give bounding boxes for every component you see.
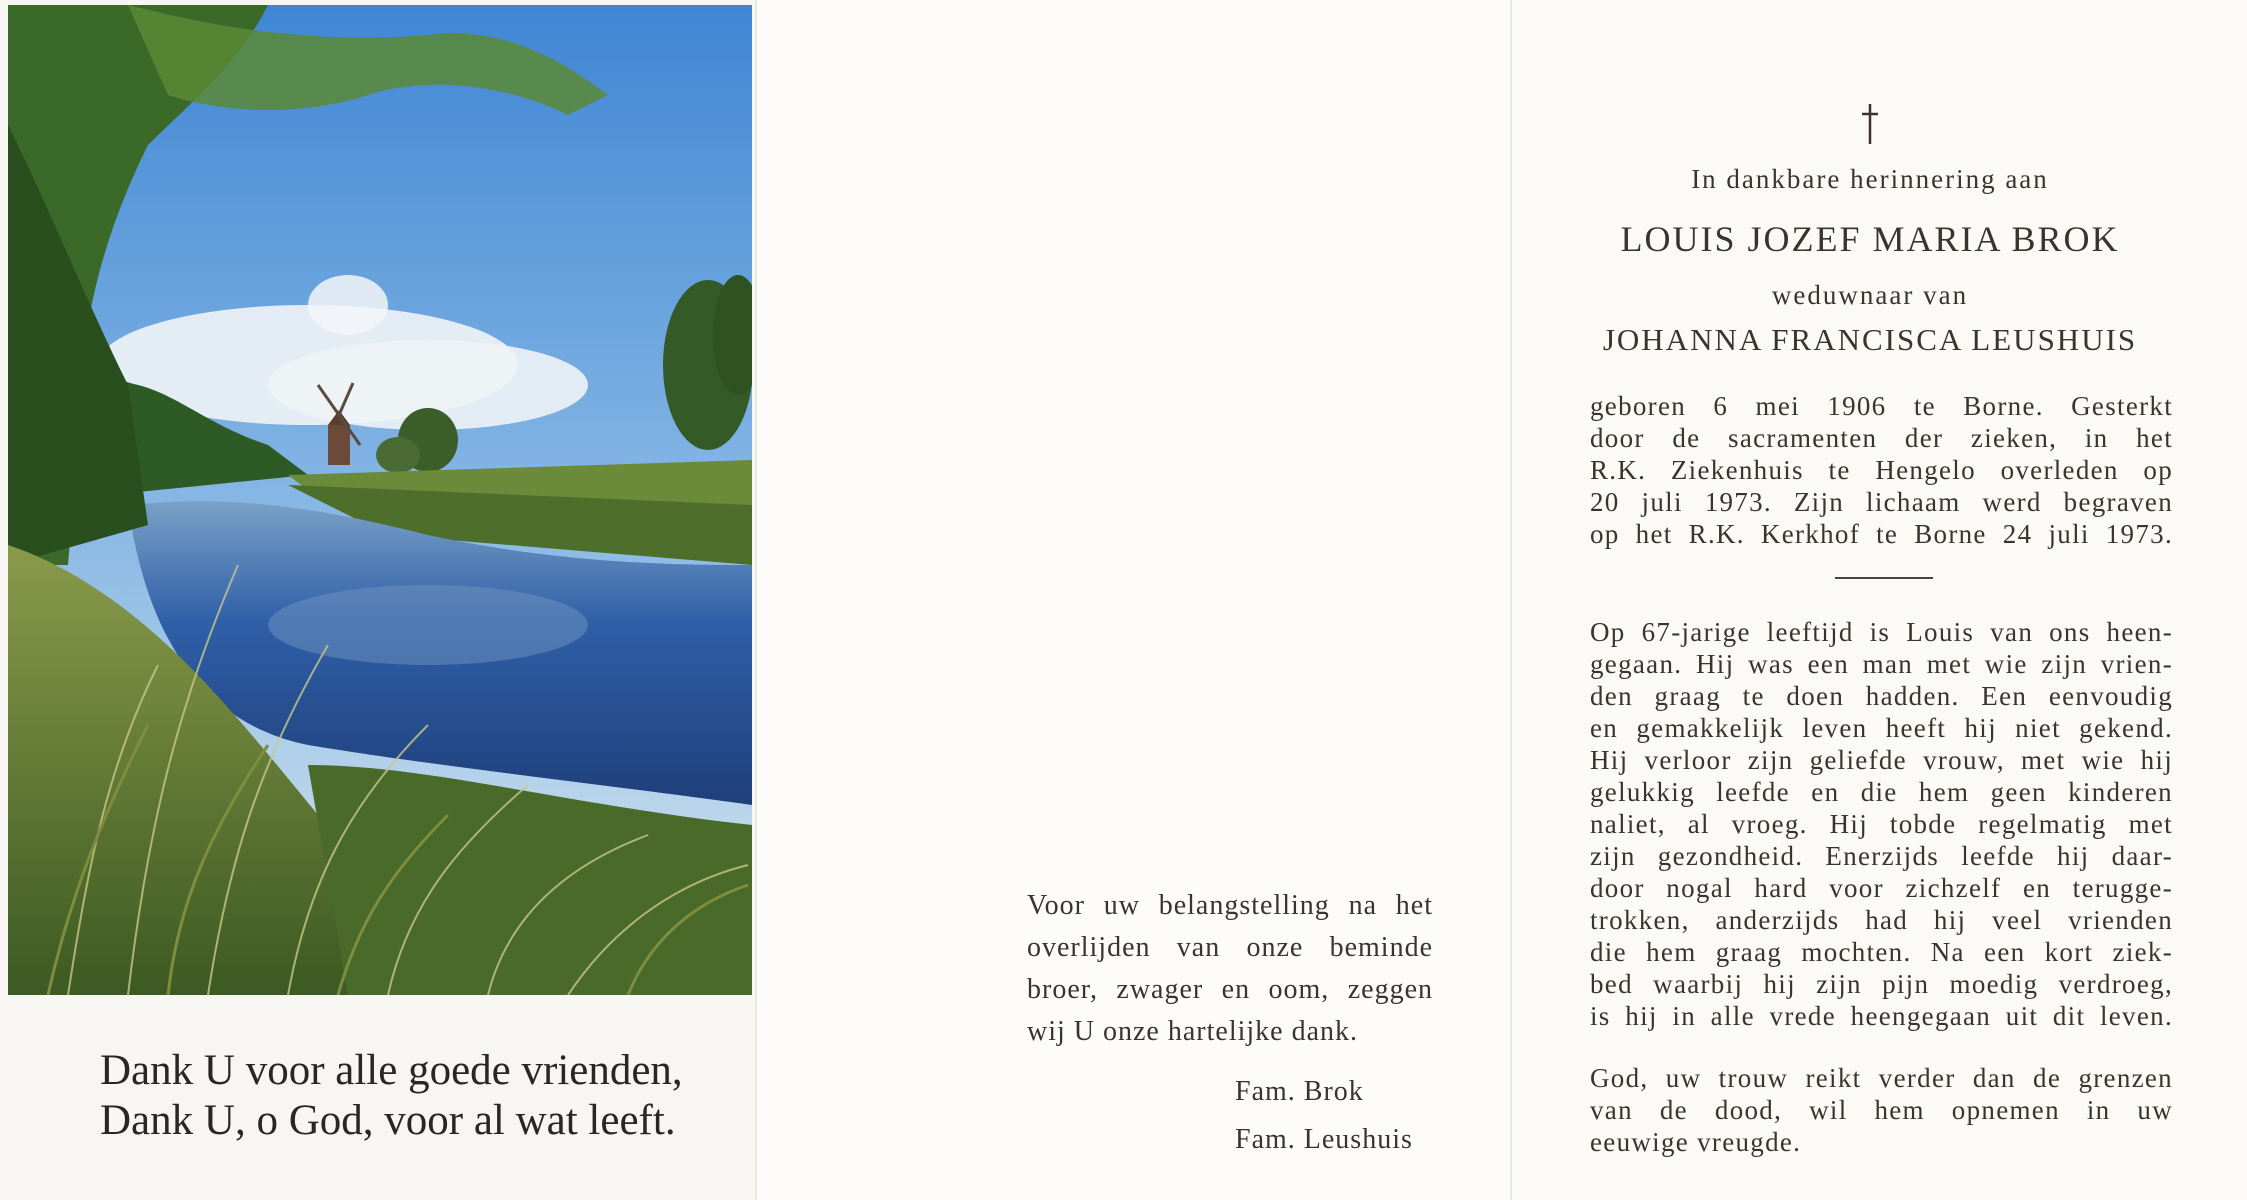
card-fold-line xyxy=(755,0,757,1200)
thanks-line: overlijden van onze beminde xyxy=(1027,932,1433,963)
bio-line: op het R.K. Kerkhof te Borne 24 juli 1973. xyxy=(1590,519,2173,549)
deceased-name: LOUIS JOZEF MARIA BROK xyxy=(1620,219,2120,259)
signature-brok: Fam. Brok xyxy=(1235,1076,1364,1107)
bio-line: R.K. Ziekenhuis te Hengelo overleden op xyxy=(1590,455,2173,485)
eulogy-line: en gemakkelijk leven heeft hij niet gekend. xyxy=(1590,713,2173,743)
eulogy-line: is hij in alle vrede heengegaan uit dit leven. xyxy=(1590,1001,2173,1031)
eulogy-line: Op 67-jarige leeftijd is Louis van ons heen- xyxy=(1590,617,2173,647)
eulogy-line: zijn gezondheid. Enerzijds leefde hij daar- xyxy=(1590,841,2173,871)
eulogy-line: naliet, al vroeg. Hij tobde regelmatig met xyxy=(1590,809,2173,839)
thanks-line: broer, zwager en oom, zeggen xyxy=(1027,974,1433,1005)
relation-text: weduwnaar van xyxy=(1771,280,1969,310)
verse-line: God, uw trouw reikt verder dan de grenzen xyxy=(1590,1063,2173,1093)
bio-line: door de sacramenten der zieken, in het xyxy=(1590,423,2173,453)
eulogy-line: gelukkig leefde en die hem geen kinderen xyxy=(1590,777,2173,807)
caption-line: Dank U, o God, voor al wat leeft. xyxy=(100,1097,676,1144)
thanks-line: wij U onze hartelijke dank. xyxy=(1027,1016,1359,1047)
section-divider xyxy=(1835,577,1933,579)
thanks-message xyxy=(1027,885,1433,1053)
closing-verse xyxy=(1590,1062,2173,1158)
caption-line: Dank U voor alle goede vrienden, xyxy=(100,1047,683,1094)
thanks-line: Voor uw belangstelling na het xyxy=(1027,890,1433,921)
spouse-name: JOHANNA FRANCISCA LEUSHUIS xyxy=(1602,322,2138,357)
eulogy-line: die hem graag mochten. Na een kort ziek- xyxy=(1590,937,2173,967)
signature-leushuis: Fam. Leushuis xyxy=(1235,1124,1413,1155)
cross-icon xyxy=(1860,102,1880,146)
left-caption xyxy=(100,1046,740,1146)
eulogy-line: Hij verloor zijn geliefde vrouw, met wie hij xyxy=(1590,745,2173,775)
eulogy-line: trokken, anderzijds had hij veel vrienden xyxy=(1590,905,2173,935)
eulogy-paragraph xyxy=(1590,616,2173,1032)
eulogy-line: den graag te doen hadden. Een eenvoudig xyxy=(1590,681,2173,711)
memorial-intro: In dankbare herinnering aan xyxy=(1691,164,2049,194)
bio-line: geboren 6 mei 1906 te Borne. Gesterkt xyxy=(1590,391,2173,421)
biography-paragraph xyxy=(1590,390,2173,550)
landscape-photo xyxy=(8,5,752,995)
card-fold-line xyxy=(1510,0,1512,1200)
verse-line: van de dood, wil hem opnemen in uw xyxy=(1590,1095,2173,1125)
verse-line: eeuwige vreugde. xyxy=(1590,1127,1802,1157)
eulogy-line: gegaan. Hij was een man met wie zijn vrien- xyxy=(1590,649,2173,679)
bio-line: 20 juli 1973. Zijn lichaam werd begraven xyxy=(1590,487,2173,517)
eulogy-line: door nogal hard voor zichzelf en terugge- xyxy=(1590,873,2173,903)
eulogy-line: bed waarbij hij zijn pijn moedig verdroeg, xyxy=(1590,969,2173,999)
